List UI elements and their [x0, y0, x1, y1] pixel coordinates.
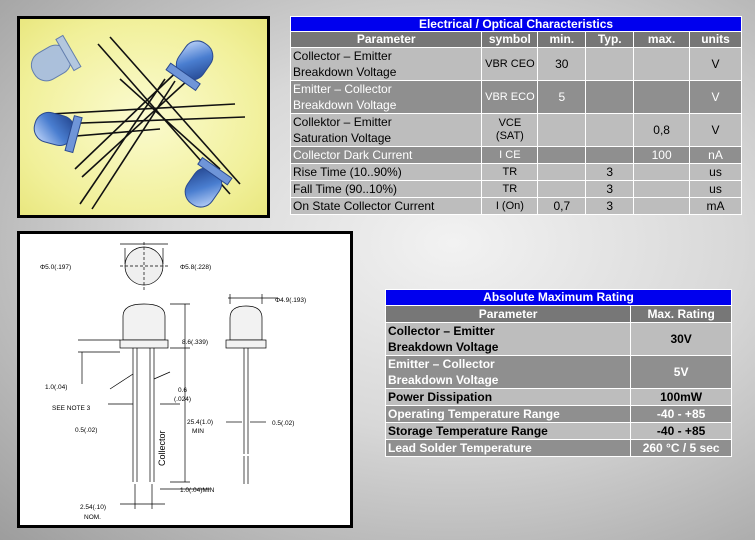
dim-lead-square: 0.5(.02) — [75, 427, 98, 434]
header-typ: Typ. — [586, 32, 634, 48]
dim-bottom: 1.0(.04)MIN — [180, 487, 215, 494]
table-row — [291, 48, 742, 81]
unit-cell: mA — [690, 198, 742, 215]
max-cell — [634, 181, 690, 198]
absolute-max-rating-table — [385, 289, 732, 457]
max-cell — [634, 164, 690, 181]
min-cell: 0,7 — [538, 198, 586, 215]
table-row — [386, 406, 732, 423]
symbol-cell: VBR CEO — [482, 48, 538, 81]
header-max: max. — [634, 32, 690, 48]
absmax-table-title: Absolute Maximum Rating — [386, 290, 732, 306]
param-cell: Collector Dark Current — [291, 147, 482, 164]
rating-cell: 5V — [631, 356, 732, 389]
max-cell: 100 — [634, 147, 690, 164]
header-symbol: symbol — [482, 32, 538, 48]
table-row — [291, 81, 742, 114]
dim-flange-diameter: Φ5.8(.228) — [180, 264, 212, 271]
product-photo-frame — [17, 16, 270, 218]
min-cell — [538, 164, 586, 181]
symbol-cell: I (On) — [482, 198, 538, 215]
header-parameter: Parameter — [386, 306, 631, 323]
electrical-table-title: Electrical / Optical Characteristics — [291, 17, 742, 32]
unit-cell: us — [690, 181, 742, 198]
rating-cell: 100mW — [631, 389, 732, 406]
dim-pitch: 2.54(.10) — [80, 504, 107, 511]
unit-cell: V — [690, 48, 742, 81]
header-units: units — [690, 32, 742, 48]
typ-cell — [586, 81, 634, 114]
table-row — [291, 198, 742, 215]
symbol-cell: VCE (SAT) — [482, 114, 538, 147]
dim-lead-length: 25.4(1.0) — [187, 419, 214, 426]
mechanical-drawing-frame — [17, 231, 353, 528]
dim-offset: 1.0(.04) — [45, 384, 68, 391]
param-cell: Collector – Emitter Breakdown Voltage — [386, 323, 631, 356]
table-row — [386, 389, 732, 406]
min-cell: 5 — [538, 81, 586, 114]
rating-cell: 260 °C / 5 sec — [631, 440, 732, 457]
dim-body-height: 8.6(.339) — [182, 339, 209, 346]
symbol-cell: TR — [482, 181, 538, 198]
min-cell — [538, 147, 586, 164]
table-row — [386, 440, 732, 457]
table-row — [386, 323, 732, 356]
max-cell — [634, 48, 690, 81]
max-cell: 0,8 — [634, 114, 690, 147]
min-cell — [538, 114, 586, 147]
header-parameter: Parameter — [291, 32, 482, 48]
typ-cell — [586, 48, 634, 81]
unit-cell: V — [690, 81, 742, 114]
table-row — [386, 356, 732, 389]
table-row — [291, 147, 742, 164]
dim-side-diameter: Φ4.9(.193) — [275, 297, 307, 304]
symbol-cell: I CE — [482, 147, 538, 164]
phototransistor-photo-illustration — [20, 19, 267, 215]
header-max-rating: Max. Rating — [631, 306, 732, 323]
param-cell: On State Collector Current — [291, 198, 482, 215]
max-cell — [634, 198, 690, 215]
rating-cell: 30V — [631, 323, 732, 356]
param-cell: Emitter – Collector Breakdown Voltage — [291, 81, 482, 114]
table-row — [291, 114, 742, 147]
symbol-cell: TR — [482, 164, 538, 181]
dim-lead-width: 0.6 — [178, 387, 188, 394]
header-min: min. — [538, 32, 586, 48]
table-row — [291, 164, 742, 181]
param-cell: Power Dissipation — [386, 389, 631, 406]
param-cell: Lead Solder Temperature — [386, 440, 631, 457]
dim-lead-side: 0.5(.02) — [272, 420, 295, 427]
typ-cell — [586, 147, 634, 164]
max-cell — [634, 81, 690, 114]
unit-cell: nA — [690, 147, 742, 164]
electrical-characteristics-table — [290, 16, 742, 215]
symbol-cell: VBR ECO — [482, 81, 538, 114]
unit-cell: us — [690, 164, 742, 181]
param-cell: Collector – Emitter Breakdown Voltage — [291, 48, 482, 81]
rating-cell: -40 - +85 — [631, 423, 732, 440]
product-photo — [20, 19, 267, 215]
param-cell: Rise Time (10..90%) — [291, 164, 482, 181]
param-cell: Storage Temperature Range — [386, 423, 631, 440]
typ-cell — [586, 114, 634, 147]
table-row — [386, 423, 732, 440]
dim-lead-width-inch: (.024) — [174, 396, 191, 403]
min-cell: 30 — [538, 48, 586, 81]
dim-lead-min: MIN — [192, 428, 204, 435]
collector-label: Collector — [157, 430, 167, 466]
dim-outer-diameter: Φ5.0(.197) — [40, 264, 72, 271]
dimension-drawing — [20, 234, 350, 525]
min-cell — [538, 181, 586, 198]
param-cell: Emitter – Collector Breakdown Voltage — [386, 356, 631, 389]
see-note-label: SEE NOTE 3 — [52, 405, 91, 412]
mechanical-drawing — [20, 234, 350, 525]
param-cell: Fall Time (90..10%) — [291, 181, 482, 198]
param-cell: Collektor – Emitter Saturation Voltage — [291, 114, 482, 147]
typ-cell: 3 — [586, 164, 634, 181]
unit-cell: V — [690, 114, 742, 147]
dim-nominal: NOM. — [84, 514, 101, 521]
param-cell: Operating Temperature Range — [386, 406, 631, 423]
table-row — [291, 181, 742, 198]
rating-cell: -40 - +85 — [631, 406, 732, 423]
typ-cell: 3 — [586, 181, 634, 198]
typ-cell: 3 — [586, 198, 634, 215]
